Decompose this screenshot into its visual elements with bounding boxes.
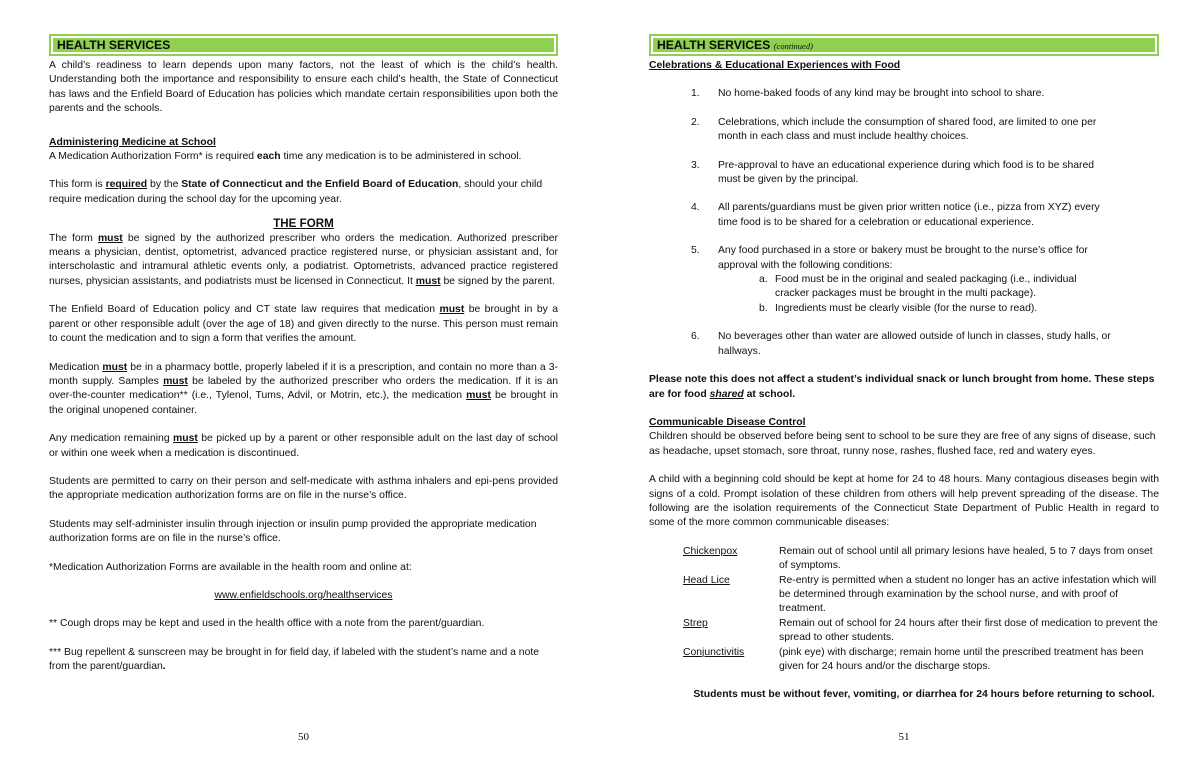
form-paragraph-6: Students may self-administer insulin through injection or insulin pump provided the appropriate medication authorization forms are on file in the nurse’s office. bbox=[49, 518, 537, 545]
banner-title: HEALTH SERVICES bbox=[53, 38, 554, 52]
return-policy-note: Students must be without fever, vomiting, or diarrhea for 24 hours before returning to school. bbox=[693, 689, 1155, 701]
footnote-2: ** Cough drops may be kept and used in the health office with a note from the parent/guardian. bbox=[49, 618, 485, 630]
sub-list-item: a. Food must be in the original and sealed packaging (i.e., individual cracker packages must be brought in the multi package). bbox=[759, 274, 1077, 300]
food-rules-list bbox=[649, 87, 1159, 359]
table-row: Chickenpox Remain out of school until all primary lesions have healed, 5 to 7 days from onset of symptoms. bbox=[683, 545, 1153, 572]
form-paragraph-5: Students are permitted to carry on their person and self-medicate with asthma inhalers and epi-pens provided the appropriate medication authorization forms are on file in the nurse’s office. bbox=[49, 475, 558, 502]
table-row: Strep Remain out of school for 24 hours after their first dose of medication to prevent the spread to other students. bbox=[683, 617, 1158, 644]
form-title: THE FORM bbox=[273, 217, 334, 231]
list-item: 2. Celebrations, which include the consumption of shared food, are limited to one per month in each class and must include healthy choices. bbox=[691, 116, 1097, 143]
health-services-link[interactable]: www.enfieldschools.org/healthservices bbox=[214, 589, 393, 601]
list-item: 4. All parents/guardians must be given prior written notice (i.e., pizza from XYZ) every time food is to be shared for a celebration or educational experience. bbox=[691, 202, 1100, 228]
snack-note: Please note this does not affect a student’s individual snack or lunch brought from home. These steps are for food shared at school. bbox=[649, 374, 1155, 400]
disease-heading: Communicable Disease Control bbox=[649, 416, 806, 428]
page-number: 50 bbox=[298, 731, 309, 743]
section-banner bbox=[649, 34, 1159, 56]
section-banner bbox=[49, 34, 558, 56]
table-row: Conjunctivitis (pink eye) with discharge; remain home until the prescribed treatment has been given for 24 hours and/or the discharge stops. bbox=[683, 646, 1144, 672]
medicine-heading: Administering Medicine at School bbox=[49, 136, 216, 148]
medicine-paragraph-2: This form is required by the State of Connecticut and the Enfield Board of Education, should your child require medication during the school day for the upcoming year. bbox=[49, 179, 543, 205]
form-paragraph-4: Any medication remaining must be picked up by a parent or other responsible adult on the last day of school or within one week when a medication is discontinued. bbox=[49, 433, 558, 459]
intro-paragraph: A child’s readiness to learn depends upon many factors, not the least of which is the child’s health. Understanding both the importance and responsibility to ensure each child’s health, the State of Connecticut has laws and the Enfield Board of Education has policies which mandate certain responsibilities upon both the parents and the schools. bbox=[49, 60, 558, 115]
footnote-3: *** Bug repellent & sunscreen may be brought in for field day, if labeled with the student’s name and a note from the parent/guardian. bbox=[49, 646, 540, 673]
table-row: Head Lice Re-entry is permitted when a student no longer has an active infestation which will be determined through examination by the school nurse, and with proof of treatment. bbox=[683, 574, 1157, 615]
health-services-link-wrap bbox=[49, 589, 558, 603]
celebrations-heading: Celebrations & Educational Experiences with Food bbox=[649, 60, 901, 71]
left-page bbox=[49, 0, 558, 776]
medicine-paragraph-1: A Medication Authorization Form* is required each time any medication is to be administered in school. bbox=[49, 151, 522, 163]
right-page bbox=[649, 0, 1159, 776]
form-paragraph-1: The form must be signed by the authorized prescriber who orders the medication. Authorized prescriber means a physician, dentist, optometrist, advanced practice registered nurse, or physician assistant and, for interscholastic and intramural athletic events only, a podiatrist. Optometrists, advanced practice registered nurses, physician assistants, and podiatrists must be licensed in Connecticut. It must be signed by the parent. bbox=[49, 232, 558, 287]
banner-title: HEALTH SERVICES (continued) bbox=[653, 38, 1155, 52]
page-number: 51 bbox=[898, 731, 910, 743]
list-item: 5. Any food purchased in a store or bakery must be brought to the nurse’s office for approval with the following conditions: a. Food must be in the original and sealed packaging (i.e., individual cracker packages must be brought in the multi package). b. Ingredients must be clearly visible (for the nurse to read). bbox=[649, 244, 1159, 316]
form-paragraph-2: The Enfield Board of Education policy and CT state law requires that medication must be brought in by a parent or other responsible adult (over the age of 18) and given directly to the nurse. This person must remain to count the medication and to sign a form that verifies the amount. bbox=[49, 304, 558, 345]
list-item: 3. Pre-approval to have an educational experience during which food is to be shared must be given by the principal. bbox=[691, 159, 1095, 186]
sub-list-item: b. Ingredients must be clearly visible (for the nurse to read). bbox=[759, 302, 1038, 314]
disease-paragraph-2: A child with a beginning cold should be kept at home for 24 to 48 hours. Many contagious diseases begin with signs of a cold. Prompt isolation of these children from others will help prevent spreading of the disease. The following are the isolation requirements of the Connecticut State Department of Public Health in regard to some of the more common communicable diseases: bbox=[649, 474, 1159, 529]
banner-continued: (continued) bbox=[773, 41, 813, 51]
list-item: 1. No home-baked foods of any kind may be brought into school to share. bbox=[691, 88, 1045, 100]
footnote-1: *Medication Authorization Forms are available in the health room and online at: bbox=[49, 561, 412, 573]
form-paragraph-3: Medication must be in a pharmacy bottle, properly labeled if it is a prescription, and contain no more than a 3-month supply. Samples must be labeled by the authorized prescriber who orders the medication. If it is an over-the-counter medication** (i.e., Tylenol, Tums, Advil, or Motrin, etc.), the medication must be brought in the original unopened container. bbox=[49, 361, 559, 416]
disease-table bbox=[649, 545, 1159, 675]
disease-paragraph-1: Children should be observed before being sent to school to be sure they are free of any signs of disease, such as headache, upset stomach, sore throat, runny nose, rashes, flushed face, red and watery eyes. bbox=[649, 431, 1156, 457]
list-item: 6. No beverages other than water are allowed outside of lunch in classes, study halls, or hallways. bbox=[691, 331, 1111, 357]
